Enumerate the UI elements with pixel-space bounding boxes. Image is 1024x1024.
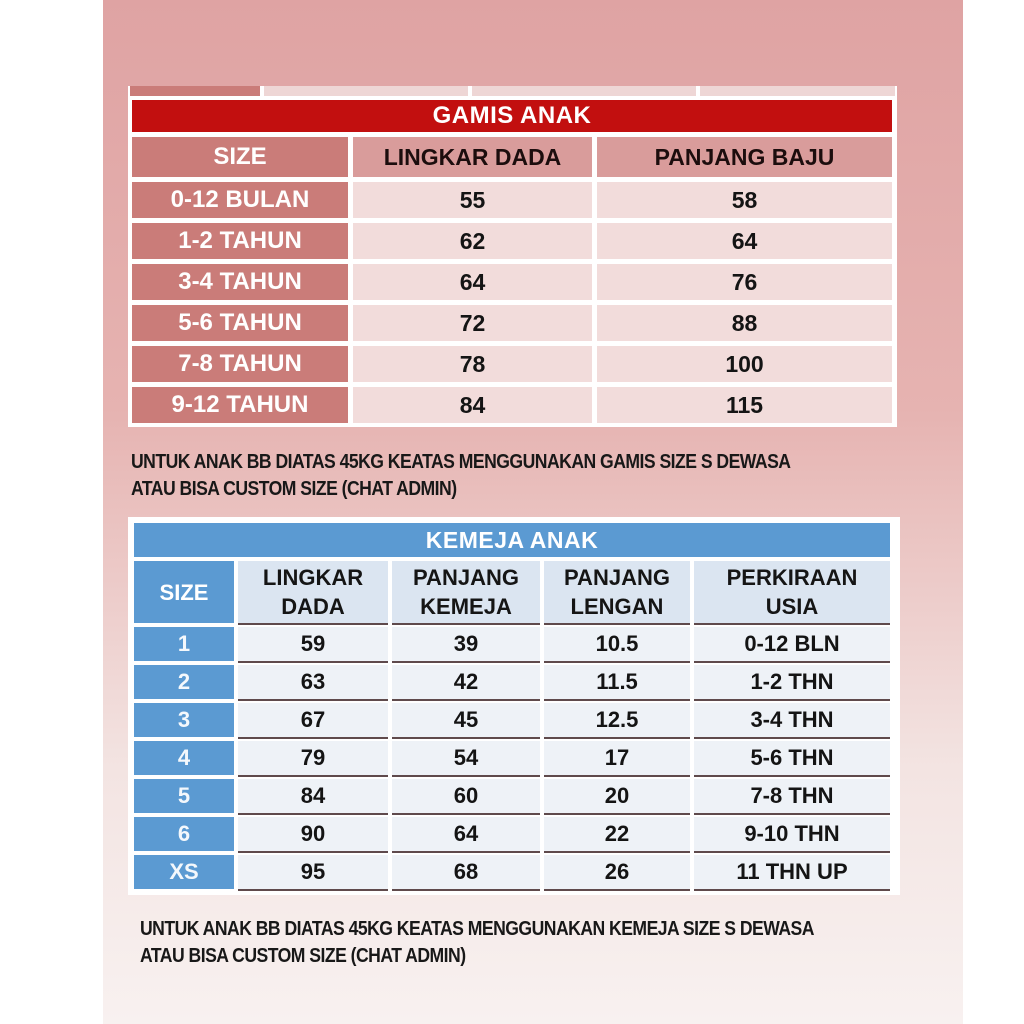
kemeja-cell: 42 [392,665,540,699]
kemeja-cell: 12.5 [544,703,690,737]
kemeja-cell: 79 [238,741,388,775]
gamis-size-table [128,86,897,427]
kemeja-cell: 3-4 THN [694,703,890,737]
gamis-cell: 100 [597,346,892,382]
kemeja-cell: 63 [238,665,388,699]
kemeja-cell: 7-8 THN [694,779,890,813]
gamis-row-label: 7-8 TAHUN [132,346,348,382]
gamis-cell: 84 [353,387,592,423]
kemeja-cell: 95 [238,855,388,889]
kemeja-cell: 60 [392,779,540,813]
header-line: PANJANG [413,565,519,590]
kemeja-cell: 54 [392,741,540,775]
gamis-table-title: GAMIS ANAK [132,100,892,132]
cropped-table-row [128,86,897,96]
kemeja-cell: 1-2 THN [694,665,890,699]
kemeja-note [140,916,814,970]
kemeja-row-label: 1 [134,627,234,661]
kemeja-cell: 84 [238,779,388,813]
kemeja-col-header-panjang-lengan [544,561,690,623]
kemeja-cell: 17 [544,741,690,775]
header-line: PERKIRAAN [726,565,858,590]
kemeja-table-title: KEMEJA ANAK [134,523,890,557]
gamis-col-header-size: SIZE [132,137,348,177]
kemeja-cell: 5-6 THN [694,741,890,775]
gamis-cell: 88 [597,305,892,341]
kemeja-row-label: XS [134,855,234,889]
header-line: LINGKAR [262,565,364,590]
gamis-cell: 58 [597,182,892,218]
gamis-table-grid [128,96,897,427]
kemeja-cell: 22 [544,817,690,851]
header-line: DADA [281,594,345,619]
cropped-cell [264,86,468,96]
kemeja-col-header-lingkar-dada [238,561,388,623]
kemeja-cell: 11.5 [544,665,690,699]
gamis-note [131,449,790,503]
gamis-note-line1: UNTUK ANAK BB DIATAS 45KG KEATAS MENGGUNAKAN GAMIS SIZE S DEWASA [131,451,791,473]
kemeja-cell: 11 THN UP [694,855,890,889]
cropped-cell [700,86,895,96]
kemeja-cell: 68 [392,855,540,889]
gamis-row-label: 9-12 TAHUN [132,387,348,423]
gamis-row-label: 1-2 TAHUN [132,223,348,259]
kemeja-cell: 67 [238,703,388,737]
kemeja-cell: 45 [392,703,540,737]
kemeja-row-label: 6 [134,817,234,851]
kemeja-cell: 26 [544,855,690,889]
kemeja-cell: 64 [392,817,540,851]
gamis-cell: 78 [353,346,592,382]
gamis-cell: 64 [353,264,592,300]
header-line: LENGAN [570,594,664,619]
kemeja-cell: 59 [238,627,388,661]
gamis-cell: 62 [353,223,592,259]
gamis-row-label: 3-4 TAHUN [132,264,348,300]
gamis-cell: 72 [353,305,592,341]
kemeja-cell: 0-12 BLN [694,627,890,661]
gamis-col-header-panjang-baju: PANJANG BAJU [597,137,892,177]
gamis-col-header-lingkar-dada: LINGKAR DADA [353,137,592,177]
kemeja-cell: 90 [238,817,388,851]
gamis-note-line2: ATAU BISA CUSTOM SIZE (CHAT ADMIN) [131,478,457,500]
kemeja-cell: 10.5 [544,627,690,661]
kemeja-cell: 20 [544,779,690,813]
header-line: KEMEJA [420,594,512,619]
gamis-cell: 76 [597,264,892,300]
kemeja-row-label: 3 [134,703,234,737]
kemeja-row-label: 5 [134,779,234,813]
kemeja-col-header-panjang-kemeja [392,561,540,623]
kemeja-row-label: 2 [134,665,234,699]
kemeja-note-line2: ATAU BISA CUSTOM SIZE (CHAT ADMIN) [140,945,466,967]
kemeja-note-line1: UNTUK ANAK BB DIATAS 45KG KEATAS MENGGUNAKAN KEMEJA SIZE S DEWASA [140,918,814,940]
kemeja-cell: 39 [392,627,540,661]
gamis-cell: 115 [597,387,892,423]
header-line: USIA [765,594,819,619]
kemeja-col-header-perkiraan-usia [694,561,890,623]
gamis-cell: 64 [597,223,892,259]
gamis-row-label: 0-12 BULAN [132,182,348,218]
gamis-cell: 55 [353,182,592,218]
header-line: PANJANG [564,565,670,590]
cropped-cell [472,86,696,96]
kemeja-cell: 9-10 THN [694,817,890,851]
gamis-row-label: 5-6 TAHUN [132,305,348,341]
cropped-cell [130,86,260,96]
kemeja-col-header-size: SIZE [134,561,234,623]
kemeja-row-label: 4 [134,741,234,775]
kemeja-size-table [128,517,900,895]
